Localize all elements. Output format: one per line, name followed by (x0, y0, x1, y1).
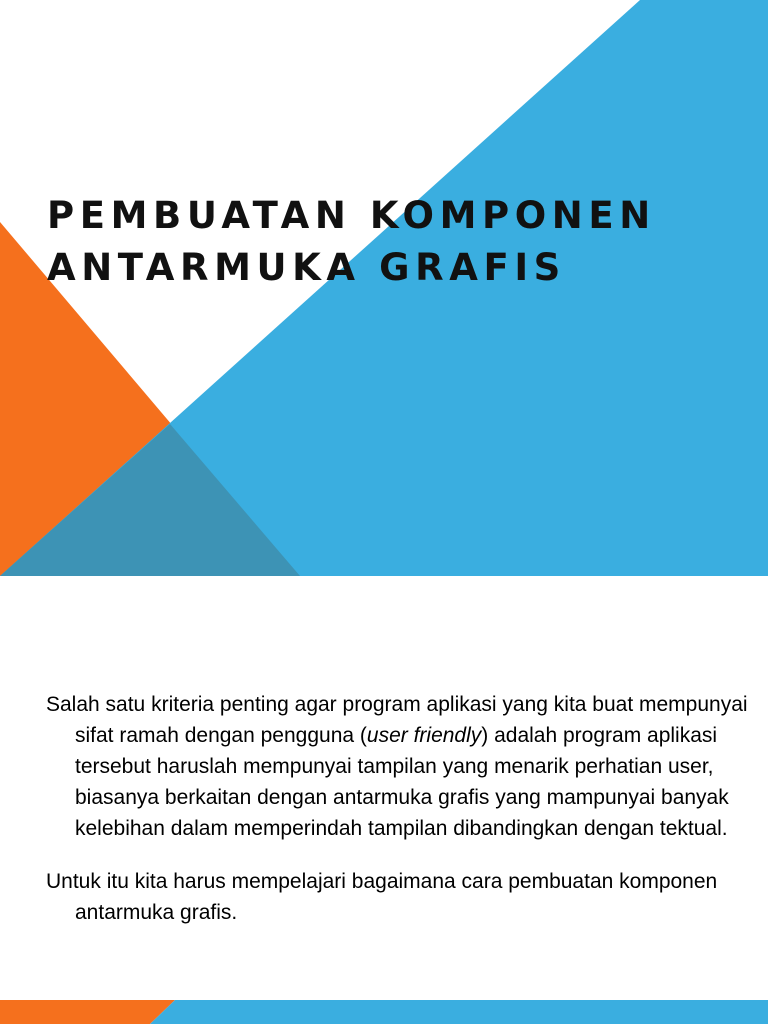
title-line-1: PEMBUATAN KOMPONEN (47, 194, 656, 237)
user-friendly-emphasis: user friendly (366, 724, 482, 747)
slide-title (47, 190, 762, 294)
paragraph-2: Untuk itu kita harus mempelajari bagaimana cara pembuatan komponen antarmuka grafis. (46, 870, 718, 924)
title-line-2: ANTARMUKA GRAFIS (47, 246, 566, 289)
bottom-shapes (0, 1000, 768, 1024)
paragraph-1-before: Salah satu kriteria penting agar program aplikasi yang kita buat mempunyai sifat ramah dengan pengguna ( (46, 693, 748, 747)
content-slide (0, 576, 768, 1024)
content-body (46, 689, 758, 950)
paragraph-1-after: ) adalah program aplikasi tersebut haruslah mempunyai tampilan yang menarik perhatian user, biasanya berkaitan dengan antarmuka grafis yang mampunyai banyak kelebihan dalam memperindah tampilan dibandingkan dengan tektual. (75, 724, 729, 840)
bottom-blue-shape (150, 1000, 768, 1024)
bottom-orange-shape (0, 1000, 175, 1024)
paragraph-1 (46, 689, 758, 844)
